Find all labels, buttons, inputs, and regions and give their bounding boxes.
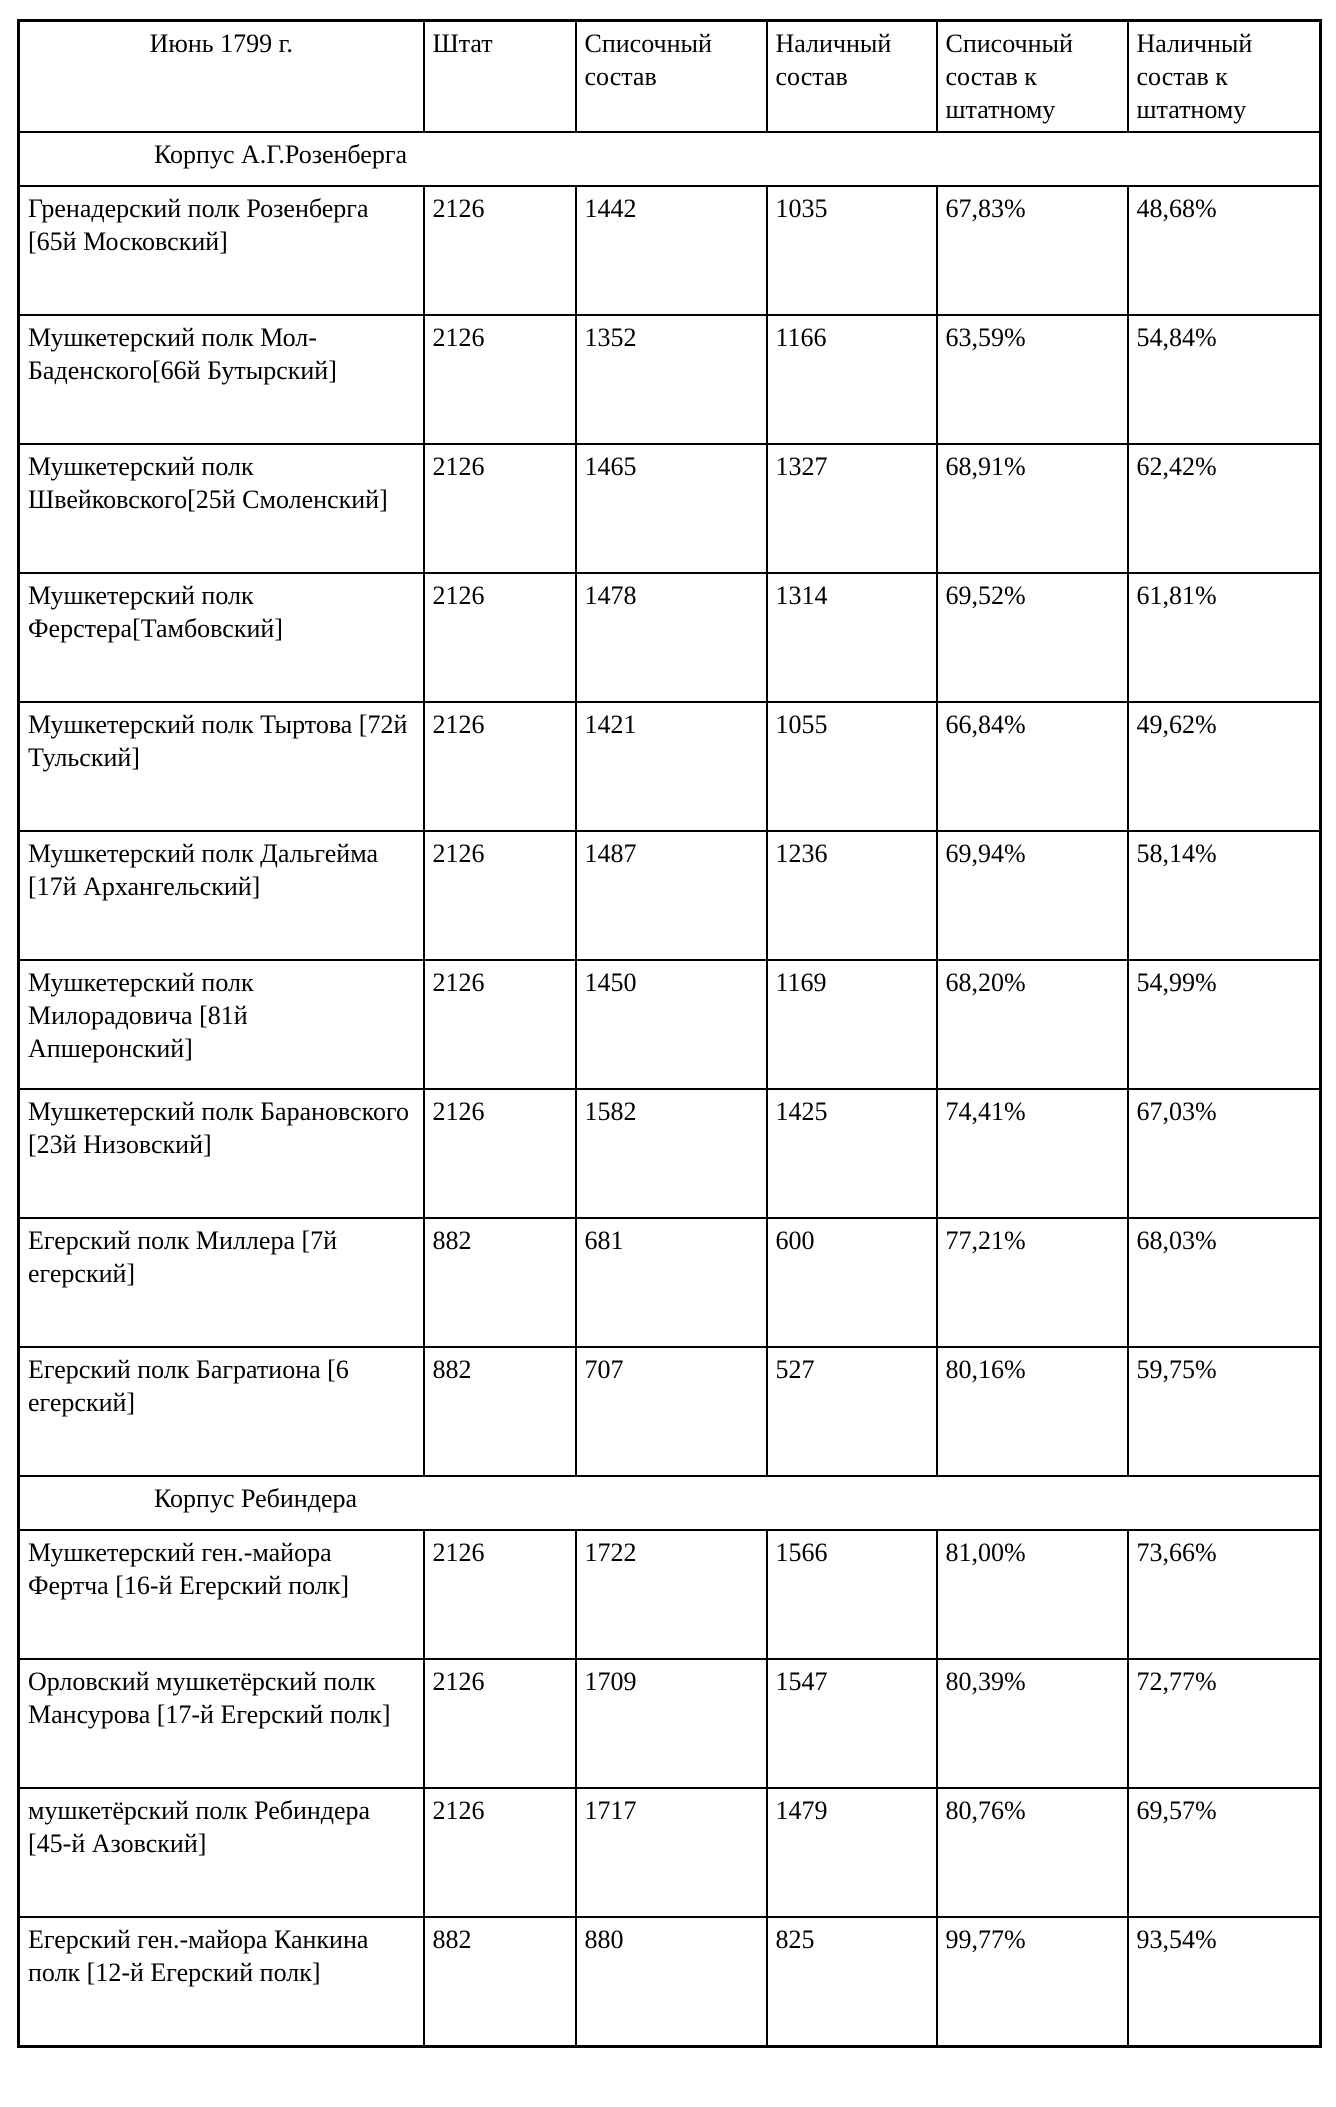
- cell-staff: 2126: [424, 186, 576, 315]
- cell-listed-pct: 80,16%: [937, 1347, 1128, 1476]
- cell-staff: 2126: [424, 831, 576, 960]
- table-row: [19, 186, 1321, 315]
- cell-staff: 2126: [424, 702, 576, 831]
- table-row: [19, 960, 1321, 1089]
- cell-listed: 707: [576, 1347, 767, 1476]
- cell-listed-pct: 66,84%: [937, 702, 1128, 831]
- cell-present: 600: [767, 1218, 937, 1347]
- header-present-strength: Наличный состав: [767, 21, 937, 133]
- table-row: [19, 1659, 1321, 1788]
- cell-staff: 2126: [424, 315, 576, 444]
- regiment-strength-table: [17, 19, 1322, 2048]
- cell-present-pct: 73,66%: [1128, 1530, 1321, 1659]
- cell-present-pct: 69,57%: [1128, 1788, 1321, 1917]
- cell-present: 1479: [767, 1788, 937, 1917]
- table-row: [19, 573, 1321, 702]
- cell-present-pct: 49,62%: [1128, 702, 1321, 831]
- cell-listed: 1487: [576, 831, 767, 960]
- table-row: [19, 1917, 1321, 2046]
- cell-name: Мушкетерский полк Милорадовича [81й Апшеронский]: [19, 960, 424, 1089]
- cell-present: 1236: [767, 831, 937, 960]
- cell-present: 1314: [767, 573, 937, 702]
- cell-present-pct: 54,84%: [1128, 315, 1321, 444]
- cell-present-pct: 72,77%: [1128, 1659, 1321, 1788]
- header-row: [19, 21, 1321, 133]
- cell-listed-pct: 68,20%: [937, 960, 1128, 1089]
- cell-listed-pct: 99,77%: [937, 1917, 1128, 2046]
- cell-name: Мушкетерский полк Барановского [23й Низовский]: [19, 1089, 424, 1218]
- cell-listed-pct: 80,39%: [937, 1659, 1128, 1788]
- table-body: [19, 132, 1321, 2046]
- cell-name: Мушкетерский полк Дальгейма [17й Архангельский]: [19, 831, 424, 960]
- cell-present-pct: 67,03%: [1128, 1089, 1321, 1218]
- cell-name: мушкетёрский полк Ребиндера [45-й Азовский]: [19, 1788, 424, 1917]
- cell-listed-pct: 77,21%: [937, 1218, 1128, 1347]
- cell-listed-pct: 74,41%: [937, 1089, 1128, 1218]
- cell-listed-pct: 68,91%: [937, 444, 1128, 573]
- header-staff: Штат: [424, 21, 576, 133]
- cell-present-pct: 93,54%: [1128, 1917, 1321, 2046]
- cell-name: Гренадерский полк Розенберга [65й Московский]: [19, 186, 424, 315]
- cell-listed: 1478: [576, 573, 767, 702]
- table-row: [19, 1089, 1321, 1218]
- cell-present: 1035: [767, 186, 937, 315]
- cell-present: 1327: [767, 444, 937, 573]
- document-page: [17, 19, 1319, 2048]
- cell-listed: 1442: [576, 186, 767, 315]
- cell-name: Орловский мушкетёрский полк Мансурова [17-й Егерский полк]: [19, 1659, 424, 1788]
- cell-present-pct: 68,03%: [1128, 1218, 1321, 1347]
- cell-present: 1547: [767, 1659, 937, 1788]
- cell-listed-pct: 67,83%: [937, 186, 1128, 315]
- cell-listed-pct: 81,00%: [937, 1530, 1128, 1659]
- section-title: Корпус А.Г.Розенберга: [19, 132, 1321, 186]
- table-row: [19, 1530, 1321, 1659]
- cell-listed: 1582: [576, 1089, 767, 1218]
- cell-present-pct: 62,42%: [1128, 444, 1321, 573]
- cell-present: 1055: [767, 702, 937, 831]
- cell-staff: 2126: [424, 960, 576, 1089]
- section-row: [19, 132, 1321, 186]
- cell-name: Мушкетерский полк Тыртова [72й Тульский]: [19, 702, 424, 831]
- cell-listed: 1352: [576, 315, 767, 444]
- cell-staff: 2126: [424, 1788, 576, 1917]
- cell-listed-pct: 63,59%: [937, 315, 1128, 444]
- cell-staff: 882: [424, 1218, 576, 1347]
- table-row: [19, 315, 1321, 444]
- cell-name: Мушкетерский ген.-майора Фертча [16-й Егерский полк]: [19, 1530, 424, 1659]
- cell-name: Егерский ген.-майора Канкина полк [12-й Егерский полк]: [19, 1917, 424, 2046]
- section-title: Корпус Ребиндера: [19, 1476, 1321, 1530]
- cell-present: 1425: [767, 1089, 937, 1218]
- cell-listed: 1717: [576, 1788, 767, 1917]
- cell-staff: 2126: [424, 444, 576, 573]
- cell-name: Егерский полк Миллера [7й егерский]: [19, 1218, 424, 1347]
- cell-staff: 2126: [424, 1659, 576, 1788]
- cell-listed-pct: 80,76%: [937, 1788, 1128, 1917]
- cell-listed: 880: [576, 1917, 767, 2046]
- cell-name: Мушкетерский полк Швейковского[25й Смоленский]: [19, 444, 424, 573]
- cell-staff: 882: [424, 1347, 576, 1476]
- table-row: [19, 1347, 1321, 1476]
- cell-staff: 882: [424, 1917, 576, 2046]
- cell-present: 1166: [767, 315, 937, 444]
- cell-name: Мушкетерский полк Мол-Баденского[66й Бутырский]: [19, 315, 424, 444]
- table-row: [19, 1218, 1321, 1347]
- cell-present: 527: [767, 1347, 937, 1476]
- cell-present-pct: 59,75%: [1128, 1347, 1321, 1476]
- table-row: [19, 444, 1321, 573]
- cell-listed: 1709: [576, 1659, 767, 1788]
- cell-present: 1566: [767, 1530, 937, 1659]
- cell-name: Егерский полк Багратиона [6 егерский]: [19, 1347, 424, 1476]
- cell-name: Мушкетерский полк Ферстера[Тамбовский]: [19, 573, 424, 702]
- header-present-to-staff: Наличный состав к штатному: [1128, 21, 1321, 133]
- cell-listed: 1450: [576, 960, 767, 1089]
- header-listed-strength: Списочный состав: [576, 21, 767, 133]
- table-row: [19, 1788, 1321, 1917]
- cell-present-pct: 54,99%: [1128, 960, 1321, 1089]
- cell-listed-pct: 69,94%: [937, 831, 1128, 960]
- cell-staff: 2126: [424, 573, 576, 702]
- header-month: Июнь 1799 г.: [19, 21, 424, 133]
- cell-listed: 1421: [576, 702, 767, 831]
- cell-staff: 2126: [424, 1530, 576, 1659]
- table-row: [19, 831, 1321, 960]
- cell-staff: 2126: [424, 1089, 576, 1218]
- table-row: [19, 702, 1321, 831]
- cell-listed: 1465: [576, 444, 767, 573]
- cell-present-pct: 48,68%: [1128, 186, 1321, 315]
- cell-present: 1169: [767, 960, 937, 1089]
- cell-listed: 681: [576, 1218, 767, 1347]
- cell-present-pct: 61,81%: [1128, 573, 1321, 702]
- cell-listed-pct: 69,52%: [937, 573, 1128, 702]
- header-listed-to-staff: Списочный состав к штатному: [937, 21, 1128, 133]
- cell-present: 825: [767, 1917, 937, 2046]
- section-row: [19, 1476, 1321, 1530]
- cell-listed: 1722: [576, 1530, 767, 1659]
- cell-present-pct: 58,14%: [1128, 831, 1321, 960]
